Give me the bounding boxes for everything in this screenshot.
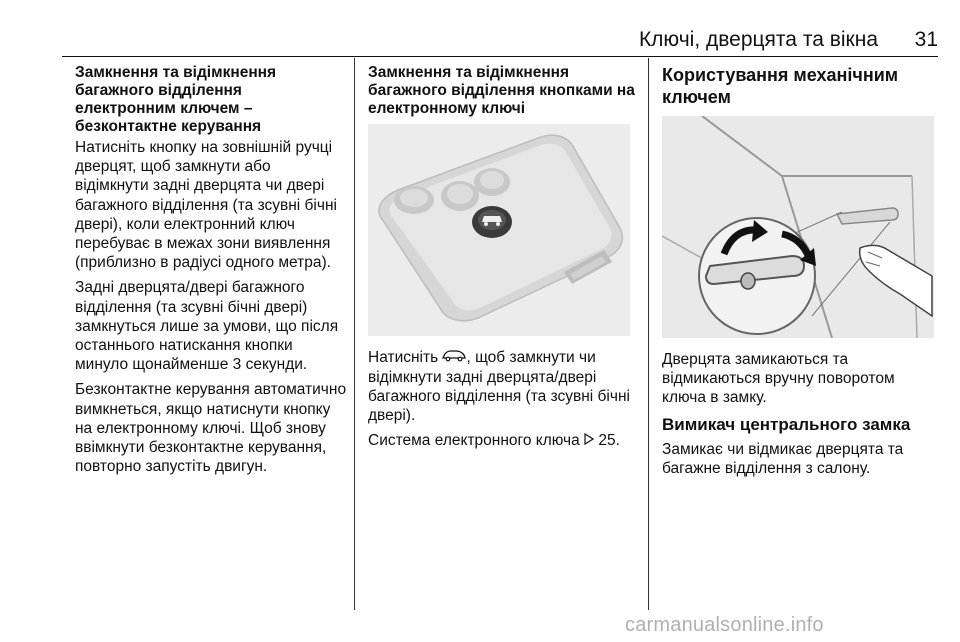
page-header-title: Ключі, дверцята та вікна — [638, 28, 878, 51]
section-heading-mechanical-key: Користування механічним ключем — [662, 65, 899, 107]
triangle-right-icon — [584, 431, 594, 450]
column-1 — [75, 64, 347, 482]
watermark: carmanualsonline.info — [625, 614, 824, 636]
car-trunk-icon — [442, 348, 466, 367]
paragraph-mechanical-key: Дверцята замикаються та відмикаються вручну поворотом ключа в замку. — [662, 351, 895, 407]
electronic-key-card-illustration — [368, 124, 630, 336]
column-2 — [368, 64, 636, 457]
header-rule — [62, 56, 938, 57]
column-divider-2 — [648, 58, 649, 610]
section-heading-key-buttons: Замкнення та відімкнення багажного відділення кнопками на електронному ключі — [368, 64, 635, 117]
cross-reference-page[interactable]: 25. — [598, 432, 620, 450]
paragraph-keyless-1: Натисніть кнопку на зовнішній ручці дверцят, щоб замкнути або відімкнути задні дверцята чи двері багажного відділення (та зсувні бічні двері), коли електронний ключ перебуває в межах зони виявлення (приблизно в радіусі одного метра). — [75, 139, 337, 272]
page-number: 31 — [914, 28, 938, 51]
paragraph-central-lock-switch: Замикає чи відмикає дверцята та багажне відділення з салону. — [662, 440, 904, 477]
paragraph-key-buttons-1: Натисніть , щоб замкнути чи відімкнути задні дверцята/двері багажного відділення (та зсувні бічні двері). — [368, 349, 630, 424]
paragraph-keyless-3: Безконтактне керування автоматично вимкнеться, якщо натиснути кнопку на електронному ключі. Щоб знову ввімкнути безконтактне керування, повторно запустіть двигун. — [75, 381, 347, 476]
section-heading-keyless: Замкнення та відімкнення багажного відділення електронним ключем – безконтактне керування — [75, 64, 277, 135]
column-divider-1 — [354, 58, 355, 610]
section-heading-central-lock-switch: Вимикач центрального замка — [662, 414, 911, 434]
mechanical-key-door-illustration — [662, 116, 934, 338]
paragraph-keyless-2: Задні дверцята/двері багажного відділення (та зсувні бічні двері) замкнуться лише за умови, що після останнього натискання кнопки минуло щонайменше 3 секунди. — [75, 279, 339, 374]
paragraph-key-buttons-2: Система електронного ключа 25. — [368, 432, 620, 450]
column-3 — [662, 64, 934, 484]
